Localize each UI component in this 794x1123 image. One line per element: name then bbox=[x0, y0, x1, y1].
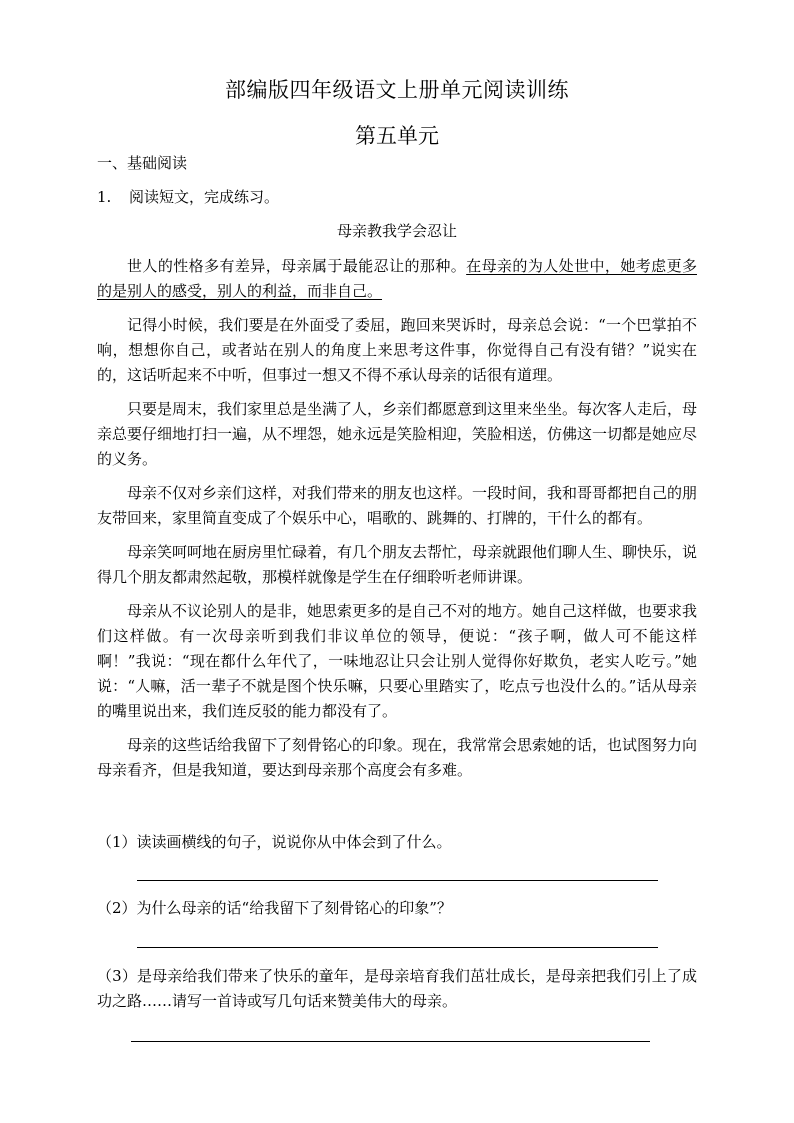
subquestion-3: （3）是母亲给我们带来了快乐的童年，是母亲培育我们茁壮成长，是母亲把我们引上了成功之路……请写一首诗或写几句话来赞美伟大的母亲。 bbox=[97, 967, 697, 1010]
paragraph-1-text: 世人的性格多有差异，母亲属于最能忍让的那种。 bbox=[127, 257, 467, 275]
paragraph-5: 母亲笑呵呵地在厨房里忙碌着，有几个朋友去帮忙，母亲就跟他们聊人生、聊快乐，说得几个朋友都肃然起敬，那模样就像是学生在仔细聆听老师讲课。 bbox=[97, 543, 698, 586]
paragraph-1 bbox=[97, 254, 697, 304]
section-heading: 一、基础阅读 bbox=[97, 154, 188, 172]
answer-line-3[interactable] bbox=[131, 1041, 650, 1042]
paragraph-2: 记得小时候，我们要是在外面受了委屈，跑回来哭诉时，母亲总会说：“一个巴掌拍不响，想想你自己，或者站在别人的角度上来思考这件事，你觉得自己有没有错？”说实在的，这话听起来不中听，但事过一想又不得不承认母亲的话很有道理。 bbox=[97, 316, 697, 384]
question-number: 1. bbox=[97, 188, 112, 206]
question-instruction: 阅读短文，完成练习。 bbox=[129, 188, 280, 206]
question-1 bbox=[97, 186, 279, 208]
paragraph-4: 母亲不仅对乡亲们这样，对我们带来的朋友也这样。一段时间，我和哥哥都把自己的朋友带回来，家里简直变成了个娱乐中心，唱歌的、跳舞的、打牌的，干什么的都有。 bbox=[97, 484, 698, 527]
answer-line-2[interactable] bbox=[137, 947, 658, 948]
paragraph-3: 只要是周末，我们家里总是坐满了人，乡亲们都愿意到这里来坐坐。每次客人走后，母亲总要仔细地打扫一遍，从不埋怨，她永远是笑脸相迎，笑脸相送，仿佛这一切都是她应尽的义务。 bbox=[97, 400, 698, 468]
subquestion-1: （1）读读画横线的句子，说说你从中体会到了什么。 bbox=[97, 833, 452, 851]
passage-title: 母亲教我学会忍让 bbox=[336, 222, 457, 240]
paragraph-7: 母亲的这些话给我留下了刻骨铭心的印象。现在，我常常会思索她的话，也试图努力向母亲看齐，但是我知道，要达到母亲那个高度会有多难。 bbox=[97, 736, 698, 779]
subquestion-2: （2）为什么母亲的话“给我留下了刻骨铭心的印象”？ bbox=[97, 899, 452, 917]
answer-line-1[interactable] bbox=[137, 880, 658, 881]
unit-title: 第五单元 bbox=[355, 124, 439, 148]
document-title: 部编版四年级语文上册单元阅读训练 bbox=[225, 78, 569, 102]
underlined-sentence: 在母亲的为人处世中，她考虑更多的是别人的感受，别人的利益，而非自己。 bbox=[97, 257, 697, 300]
paragraph-6: 母亲从不议论别人的是非，她思索更多的是自己不对的地方。她自己这样做，也要求我们这样做。有一次母亲听到我们非议单位的领导，便说：“孩子啊，做人可不能这样啊！”我说：“现在都什么年代了，一味地忍让只会让别人觉得你好欺负，老实人吃亏。”她说：“人嘛，活一辈子不就是图个快乐嘛，只要心里踏实了，吃点亏也没什么的。”话从母亲的嘴里说出来，我们连反驳的能力都没有了。 bbox=[97, 602, 698, 720]
passage-body bbox=[97, 254, 697, 792]
